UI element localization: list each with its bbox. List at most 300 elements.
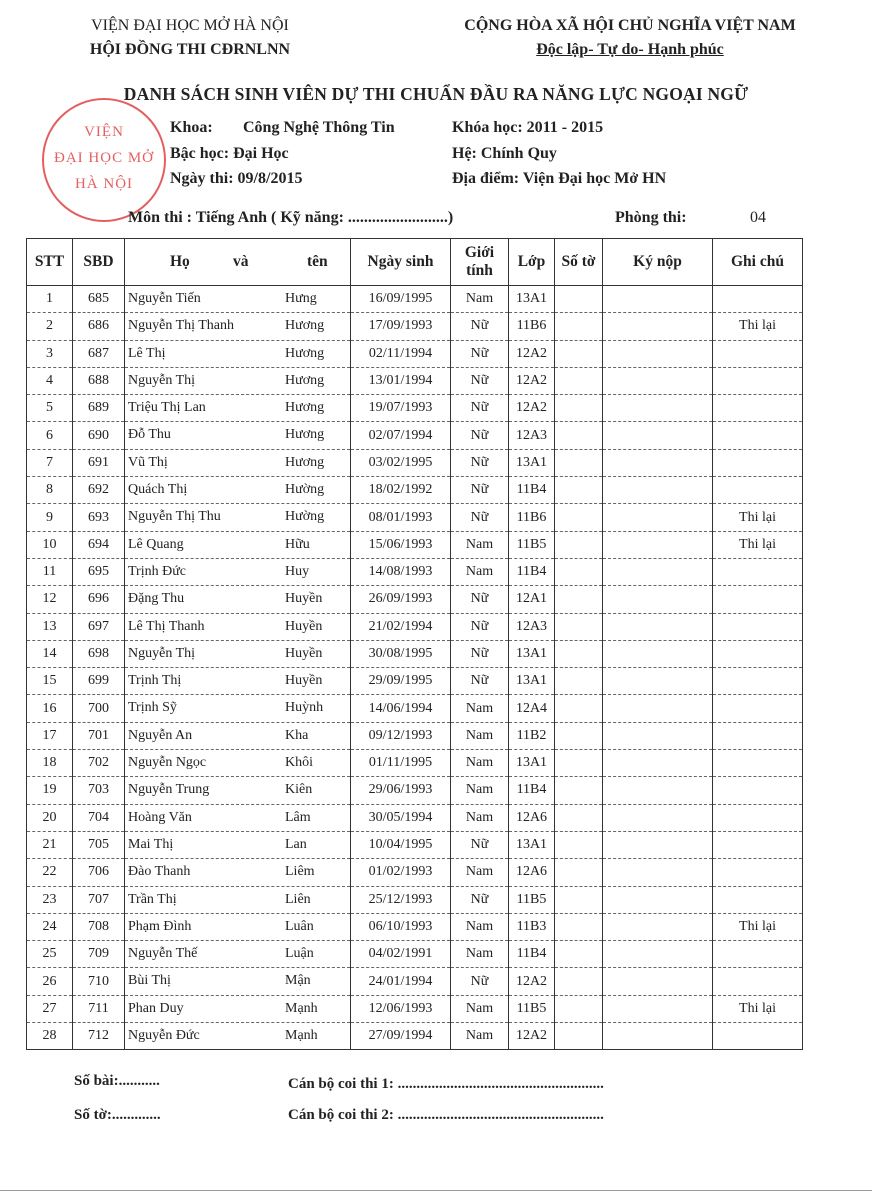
cell-lop: 13A1 [509, 831, 555, 858]
cell-ngaysinh: 29/06/1993 [351, 777, 451, 804]
cell-lop: 11B2 [509, 722, 555, 749]
cell-ghichu [713, 422, 803, 449]
cell-kynop [603, 613, 713, 640]
cell-gioitinh: Nữ [451, 613, 509, 640]
cell-sbd: 697 [73, 613, 125, 640]
cell-ho: Nguyễn Thị Thu [128, 509, 221, 525]
stamp-line-1: VIỆN [84, 124, 124, 140]
cell-ten: Mận [285, 973, 311, 989]
cell-ghichu [713, 859, 803, 886]
cell-ngaysinh: 16/09/1995 [351, 286, 451, 313]
cell-sbd: 709 [73, 941, 125, 968]
cell-ho: Vũ Thị [128, 454, 168, 470]
cell-soto [555, 913, 603, 940]
cell-gioitinh: Nữ [451, 313, 509, 340]
cell-ghichu: Thi lại [713, 531, 803, 558]
table-header-row [27, 239, 803, 286]
cell-gioitinh: Nam [451, 722, 509, 749]
cell-soto [555, 613, 603, 640]
cell-ngaysinh: 10/04/1995 [351, 831, 451, 858]
cell-fullname [125, 477, 351, 504]
cell-fullname [125, 777, 351, 804]
cell-ngaysinh: 08/01/1993 [351, 504, 451, 531]
cell-fullname [125, 422, 351, 449]
cell-gioitinh: Nữ [451, 640, 509, 667]
cell-soto [555, 859, 603, 886]
col-gioitinh-1: Giới [464, 244, 495, 261]
cell-ghichu [713, 750, 803, 777]
study-system: Hệ: Chính Quy [452, 145, 557, 162]
cell-kynop [603, 340, 713, 367]
cell-kynop [603, 695, 713, 722]
cell-ho: Đặng Thu [128, 591, 185, 607]
cell-lop: 11B5 [509, 886, 555, 913]
cell-lop: 12A3 [509, 422, 555, 449]
cell-kynop [603, 804, 713, 831]
cell-ghichu [713, 777, 803, 804]
cell-soto [555, 968, 603, 995]
cell-ho: Phan Duy [128, 1000, 184, 1016]
table-row [27, 613, 803, 640]
cell-ghichu [713, 1023, 803, 1050]
cell-fullname [125, 367, 351, 394]
cell-kynop [603, 422, 713, 449]
cell-lop: 11B6 [509, 504, 555, 531]
cell-ngaysinh: 18/02/1992 [351, 477, 451, 504]
table-row [27, 722, 803, 749]
cell-ho: Nguyễn Thế [128, 946, 198, 962]
cell-stt: 16 [27, 695, 73, 722]
course-year: Khóa học: 2011 - 2015 [452, 119, 604, 136]
cell-ho: Đào Thanh [128, 864, 191, 880]
cell-soto [555, 313, 603, 340]
col-fullname [125, 239, 351, 286]
cell-soto [555, 640, 603, 667]
stamp-line-2: ĐẠI HỌC MỞ [54, 150, 154, 166]
cell-ghichu [713, 558, 803, 585]
cell-ten: Hương [285, 400, 325, 416]
invigilator-1: Cán bộ coi thi 1: ....................................................... [288, 1076, 604, 1092]
nation-motto: Độc lập- Tự do- Hạnh phúc [536, 41, 724, 58]
cell-ngaysinh: 30/05/1994 [351, 804, 451, 831]
cell-lop: 13A1 [509, 640, 555, 667]
cell-gioitinh: Nữ [451, 395, 509, 422]
cell-stt: 11 [27, 558, 73, 585]
col-va: và [233, 253, 249, 270]
cell-ghichu: Thi lại [713, 913, 803, 940]
cell-soto [555, 558, 603, 585]
cell-sbd: 689 [73, 395, 125, 422]
cell-lop: 11B4 [509, 558, 555, 585]
cell-sbd: 686 [73, 313, 125, 340]
cell-stt: 25 [27, 941, 73, 968]
cell-stt: 8 [27, 477, 73, 504]
cell-gioitinh: Nữ [451, 504, 509, 531]
cell-ghichu [713, 640, 803, 667]
cell-ghichu [713, 886, 803, 913]
cell-kynop [603, 941, 713, 968]
nation-header [440, 14, 820, 62]
cell-gioitinh: Nữ [451, 586, 509, 613]
cell-stt: 14 [27, 640, 73, 667]
cell-ngaysinh: 17/09/1993 [351, 313, 451, 340]
cell-gioitinh: Nam [451, 750, 509, 777]
cell-stt: 28 [27, 1023, 73, 1050]
cell-kynop [603, 668, 713, 695]
org-name: VIỆN ĐẠI HỌC MỞ HÀ NỘI [91, 17, 289, 34]
cell-ghichu [713, 477, 803, 504]
cell-soto [555, 531, 603, 558]
table-row [27, 995, 803, 1022]
room-label: Phòng thi: [615, 209, 687, 226]
cell-ten: Huỳnh [285, 700, 324, 716]
cell-sbd: 691 [73, 449, 125, 476]
exam-location: Địa điểm: Viện Đại học Mở HN [452, 170, 667, 187]
cell-ho: Quách Thị [128, 482, 188, 498]
cell-fullname [125, 613, 351, 640]
cell-fullname [125, 913, 351, 940]
col-gioitinh [451, 239, 509, 286]
cell-ngaysinh: 29/09/1995 [351, 668, 451, 695]
cell-kynop [603, 995, 713, 1022]
room-number: 04 [750, 209, 766, 226]
table-row [27, 367, 803, 394]
cell-lop: 11B3 [509, 913, 555, 940]
cell-kynop [603, 504, 713, 531]
cell-ngaysinh: 03/02/1995 [351, 449, 451, 476]
table-row [27, 859, 803, 886]
cell-ho: Nguyễn Tiến [128, 291, 201, 306]
table-row [27, 668, 803, 695]
cell-ten: Hường [285, 482, 325, 498]
cell-ten: Hương [285, 427, 325, 443]
document-title: DANH SÁCH SINH VIÊN DỰ THI CHUẨN ĐẦU RA NĂNG LỰC NGOẠI NGỮ [123, 84, 749, 104]
cell-gioitinh: Nam [451, 941, 509, 968]
table-row [27, 913, 803, 940]
cell-ho: Nguyễn Đức [128, 1028, 200, 1044]
cell-fullname [125, 640, 351, 667]
cell-sbd: 687 [73, 340, 125, 367]
cell-fullname [125, 750, 351, 777]
cell-kynop [603, 531, 713, 558]
cell-ghichu: Thi lại [713, 504, 803, 531]
cell-soto [555, 750, 603, 777]
cell-lop: 12A6 [509, 804, 555, 831]
cell-ghichu [713, 586, 803, 613]
cell-gioitinh: Nữ [451, 477, 509, 504]
cell-lop: 12A6 [509, 859, 555, 886]
cell-lop: 11B5 [509, 995, 555, 1022]
cell-ho: Nguyễn Thị [128, 372, 196, 388]
table-row [27, 941, 803, 968]
cell-gioitinh: Nam [451, 531, 509, 558]
degree-level: Bậc học: Đại Học [170, 145, 289, 162]
cell-ten: Huyền [285, 673, 323, 689]
cell-fullname [125, 1023, 351, 1050]
cell-ngaysinh: 24/01/1994 [351, 968, 451, 995]
cell-fullname [125, 941, 351, 968]
cell-ngaysinh: 06/10/1993 [351, 913, 451, 940]
cell-fullname [125, 995, 351, 1022]
cell-ho: Lê Thị [128, 345, 166, 361]
cell-ten: Khôi [285, 755, 313, 771]
table-row [27, 750, 803, 777]
table-row [27, 340, 803, 367]
cell-ngaysinh: 02/07/1994 [351, 422, 451, 449]
cell-ten: Mạnh [285, 1028, 318, 1044]
cell-ghichu [713, 968, 803, 995]
cell-gioitinh: Nam [451, 913, 509, 940]
cell-sbd: 693 [73, 504, 125, 531]
cell-sbd: 700 [73, 695, 125, 722]
cell-ho: Phạm Đình [128, 918, 192, 934]
cell-sbd: 712 [73, 1023, 125, 1050]
cell-gioitinh: Nữ [451, 968, 509, 995]
cell-ten: Huyền [285, 618, 323, 634]
cell-fullname [125, 504, 351, 531]
cell-kynop [603, 558, 713, 585]
nation-name: CỘNG HÒA XÃ HỘI CHỦ NGHĨA VIỆT NAM [464, 17, 796, 34]
cell-ten: Liêm [285, 864, 315, 880]
cell-fullname [125, 831, 351, 858]
cell-ghichu [713, 449, 803, 476]
cell-kynop [603, 777, 713, 804]
cell-ghichu [713, 941, 803, 968]
cell-lop: 11B6 [509, 313, 555, 340]
cell-ngaysinh: 14/08/1993 [351, 558, 451, 585]
cell-kynop [603, 586, 713, 613]
col-ten: tên [307, 253, 328, 270]
cell-ho: Lê Quang [128, 536, 184, 552]
cell-ngaysinh: 19/07/1993 [351, 395, 451, 422]
cell-gioitinh: Nam [451, 804, 509, 831]
cell-ngaysinh: 25/12/1993 [351, 886, 451, 913]
cell-ten: Hữu [285, 536, 310, 552]
table-row [27, 804, 803, 831]
cell-ten: Hưng [285, 291, 317, 306]
official-stamp [42, 98, 166, 222]
cell-sbd: 690 [73, 422, 125, 449]
cell-stt: 12 [27, 586, 73, 613]
cell-sbd: 705 [73, 831, 125, 858]
cell-ho: Trịnh Sỹ [128, 700, 177, 716]
cell-kynop [603, 968, 713, 995]
cell-sbd: 692 [73, 477, 125, 504]
council-name: HỘI ĐỒNG THI CĐRNLNN [89, 41, 291, 58]
cell-stt: 24 [27, 913, 73, 940]
table-row [27, 395, 803, 422]
cell-ghichu [713, 286, 803, 313]
cell-kynop [603, 859, 713, 886]
cell-stt: 21 [27, 831, 73, 858]
cell-soto [555, 422, 603, 449]
cell-soto [555, 504, 603, 531]
table-row [27, 695, 803, 722]
cell-lop: 11B4 [509, 941, 555, 968]
table-row [27, 968, 803, 995]
cell-stt: 4 [27, 367, 73, 394]
cell-ten: Mạnh [285, 1000, 318, 1016]
cell-fullname [125, 804, 351, 831]
col-ho: Họ [170, 253, 190, 270]
cell-ho: Bùi Thị [128, 973, 171, 989]
col-gioitinh-2: tính [466, 262, 493, 279]
cell-sbd: 699 [73, 668, 125, 695]
cell-ten: Hương [285, 454, 325, 470]
cell-lop: 13A1 [509, 286, 555, 313]
cell-ho: Trần Thị [128, 891, 177, 907]
cell-stt: 19 [27, 777, 73, 804]
cell-stt: 18 [27, 750, 73, 777]
cell-gioitinh: Nam [451, 1023, 509, 1050]
cell-gioitinh: Nữ [451, 831, 509, 858]
cell-gioitinh: Nam [451, 286, 509, 313]
student-table [26, 238, 803, 1050]
cell-fullname [125, 395, 351, 422]
cell-lop: 13A1 [509, 668, 555, 695]
cell-fullname [125, 313, 351, 340]
cell-ghichu [713, 722, 803, 749]
cell-kynop [603, 640, 713, 667]
cell-kynop [603, 477, 713, 504]
cell-sbd: 698 [73, 640, 125, 667]
cell-lop: 13A1 [509, 449, 555, 476]
table-row [27, 1023, 803, 1050]
sheet-count: Số tờ:............. [74, 1107, 161, 1123]
col-soto: Số tờ [555, 239, 603, 286]
table-row [27, 531, 803, 558]
cell-soto [555, 367, 603, 394]
cell-sbd: 695 [73, 558, 125, 585]
cell-fullname [125, 968, 351, 995]
table-row [27, 586, 803, 613]
cell-stt: 22 [27, 859, 73, 886]
cell-kynop [603, 750, 713, 777]
cell-ten: Kha [285, 727, 309, 743]
cell-stt: 3 [27, 340, 73, 367]
cell-ten: Lâm [285, 809, 311, 825]
cell-ho: Đỗ Thu [128, 427, 171, 443]
cell-ten: Hương [285, 318, 325, 334]
cell-fullname [125, 586, 351, 613]
cell-lop: 12A2 [509, 968, 555, 995]
exam-subject: Môn thi : Tiếng Anh ( Kỹ năng: .........................) [128, 209, 454, 226]
cell-kynop [603, 1023, 713, 1050]
col-ngaysinh: Ngày sinh [351, 239, 451, 286]
cell-ten: Huyền [285, 591, 323, 607]
cell-ngaysinh: 01/11/1995 [351, 750, 451, 777]
table-row [27, 504, 803, 531]
cell-kynop [603, 367, 713, 394]
cell-kynop [603, 313, 713, 340]
cell-sbd: 685 [73, 286, 125, 313]
cell-lop: 11B4 [509, 477, 555, 504]
cell-kynop [603, 286, 713, 313]
cell-ngaysinh: 09/12/1993 [351, 722, 451, 749]
cell-fullname [125, 449, 351, 476]
cell-soto [555, 722, 603, 749]
cell-soto [555, 995, 603, 1022]
cell-ngaysinh: 01/02/1993 [351, 859, 451, 886]
cell-stt: 26 [27, 968, 73, 995]
cell-kynop [603, 449, 713, 476]
cell-stt: 20 [27, 804, 73, 831]
cell-sbd: 696 [73, 586, 125, 613]
table-row [27, 477, 803, 504]
cell-stt: 27 [27, 995, 73, 1022]
cell-gioitinh: Nam [451, 995, 509, 1022]
cell-ngaysinh: 26/09/1993 [351, 586, 451, 613]
table-row [27, 640, 803, 667]
table-row [27, 449, 803, 476]
cell-ho: Trịnh Thị [128, 673, 182, 689]
table-row [27, 777, 803, 804]
cell-sbd: 704 [73, 804, 125, 831]
organization-header [60, 14, 320, 62]
cell-gioitinh: Nữ [451, 886, 509, 913]
cell-ghichu [713, 804, 803, 831]
cell-ngaysinh: 21/02/1994 [351, 613, 451, 640]
cell-lop: 11B4 [509, 777, 555, 804]
invigilator-2: Cán bộ coi thi 2: ....................................................... [288, 1107, 604, 1123]
cell-ho: Mai Thị [128, 836, 174, 852]
cell-ghichu [713, 613, 803, 640]
cell-lop: 12A2 [509, 1023, 555, 1050]
col-sbd: SBD [73, 239, 125, 286]
cell-ho: Nguyễn Trung [128, 782, 210, 798]
cell-ten: Luận [285, 946, 314, 962]
table-row [27, 886, 803, 913]
cell-sbd: 703 [73, 777, 125, 804]
cell-stt: 7 [27, 449, 73, 476]
cell-soto [555, 286, 603, 313]
stamp-line-3: HÀ NỘI [74, 176, 134, 192]
cell-sbd: 694 [73, 531, 125, 558]
cell-gioitinh: Nữ [451, 449, 509, 476]
cell-ngaysinh: 13/01/1994 [351, 367, 451, 394]
cell-ho: Nguyễn Ngọc [128, 755, 207, 771]
cell-soto [555, 395, 603, 422]
cell-sbd: 707 [73, 886, 125, 913]
col-stt: STT [27, 239, 73, 286]
cell-stt: 2 [27, 313, 73, 340]
cell-gioitinh: Nam [451, 777, 509, 804]
cell-stt: 6 [27, 422, 73, 449]
cell-lop: 12A2 [509, 367, 555, 394]
cell-lop: 13A1 [509, 750, 555, 777]
cell-sbd: 702 [73, 750, 125, 777]
cell-lop: 11B5 [509, 531, 555, 558]
cell-ho: Hoàng Văn [128, 809, 192, 825]
cell-sbd: 706 [73, 859, 125, 886]
cell-soto [555, 831, 603, 858]
cell-ngaysinh: 30/08/1995 [351, 640, 451, 667]
cell-stt: 15 [27, 668, 73, 695]
cell-ten: Huyền [285, 645, 323, 661]
cell-kynop [603, 722, 713, 749]
cell-ho: Trịnh Đức [128, 563, 187, 579]
cell-stt: 9 [27, 504, 73, 531]
cell-ngaysinh: 15/06/1993 [351, 531, 451, 558]
table-row [27, 313, 803, 340]
cell-soto [555, 941, 603, 968]
cell-ghichu [713, 340, 803, 367]
cell-kynop [603, 831, 713, 858]
cell-kynop [603, 886, 713, 913]
cell-lop: 12A1 [509, 586, 555, 613]
cell-ten: Lan [285, 836, 307, 852]
cell-ho: Triệu Thị Lan [128, 400, 206, 416]
